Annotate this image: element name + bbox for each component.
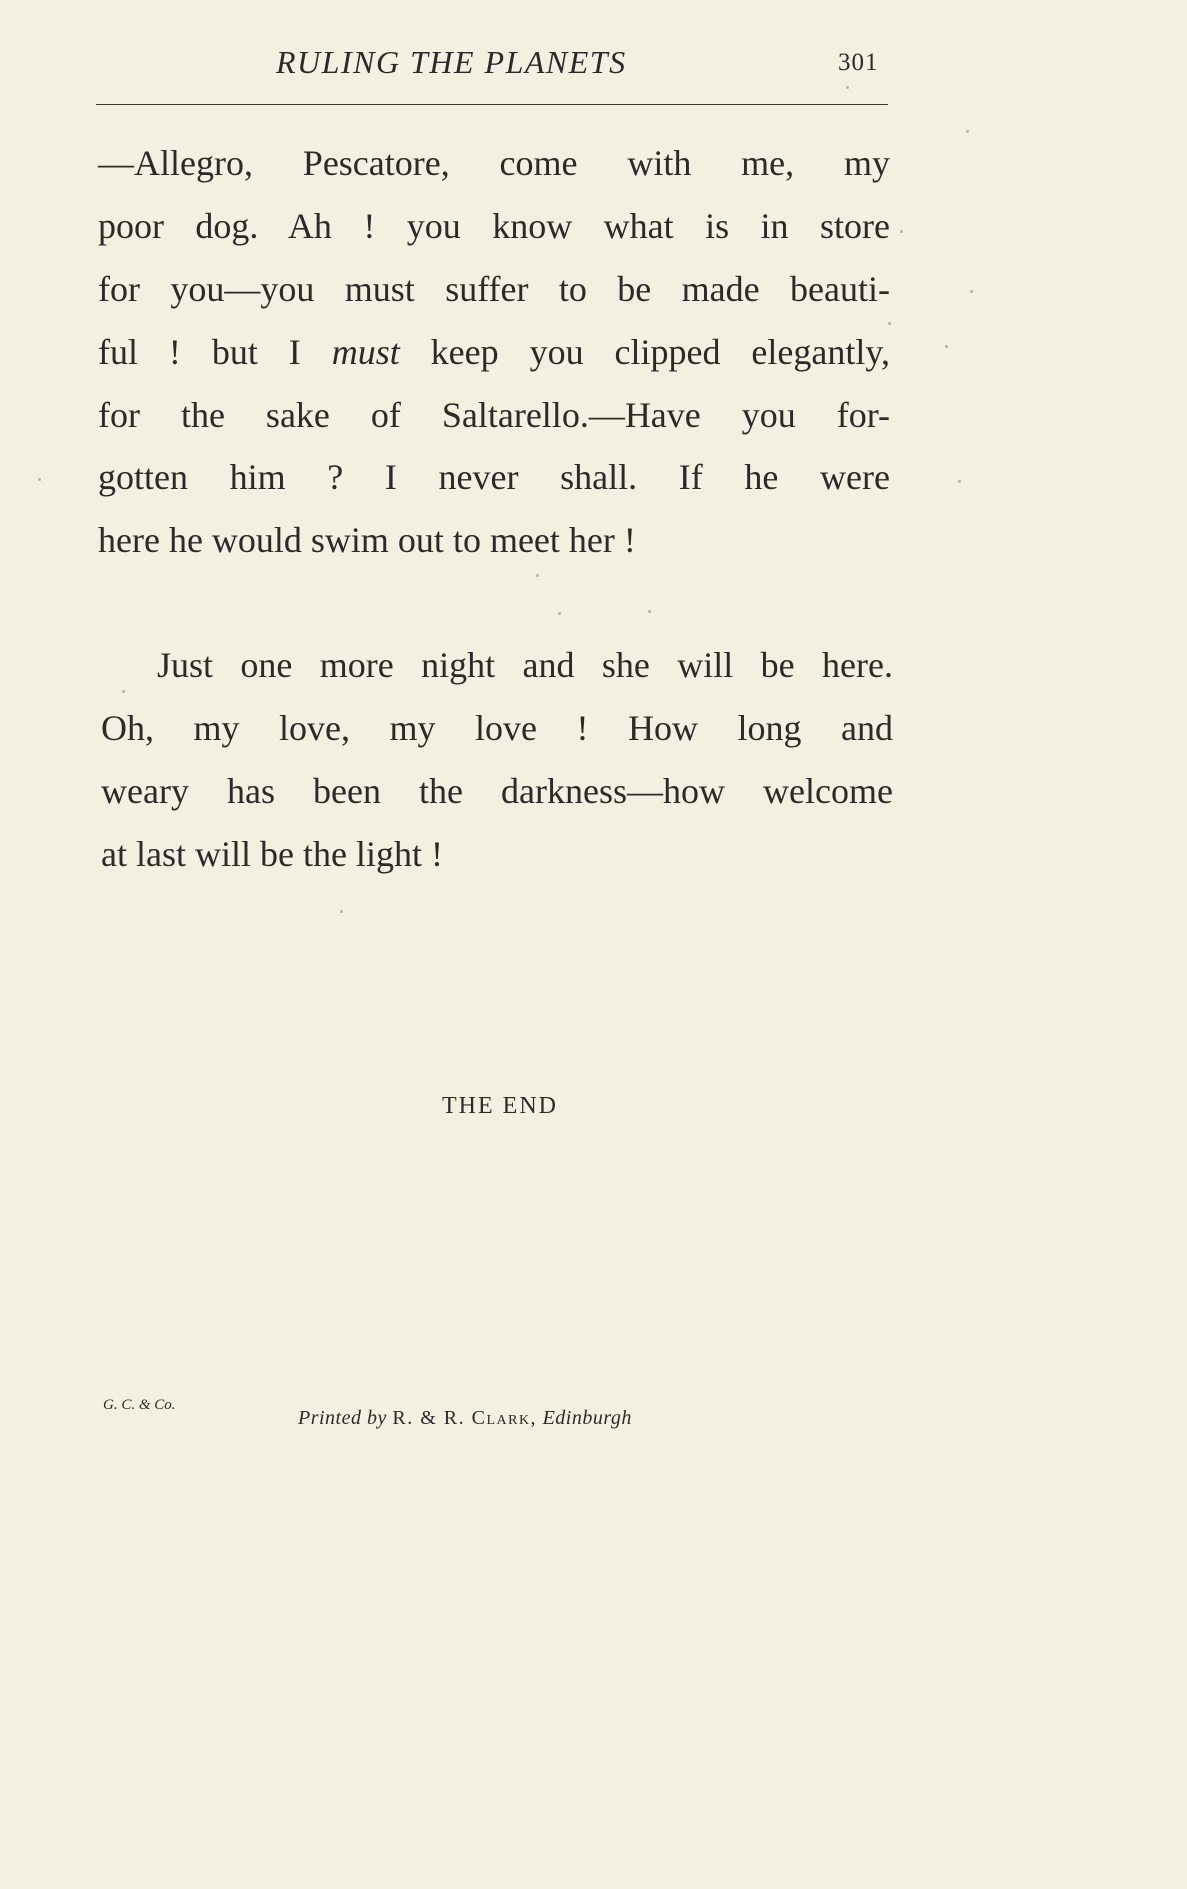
paper-speck xyxy=(38,478,41,481)
text-line: Just one more night and she will be here. xyxy=(157,645,893,685)
paper-speck xyxy=(648,610,651,613)
paper-speck xyxy=(945,345,948,348)
paper-speck xyxy=(958,480,961,483)
paper-speck xyxy=(340,910,343,913)
paper-speck xyxy=(846,86,849,89)
text-line: —Allegro, Pescatore, come with me, my xyxy=(98,143,890,183)
page-number: 301 xyxy=(838,49,879,76)
end-marker: THE END xyxy=(442,1093,558,1119)
paper-speck xyxy=(536,574,539,577)
text-line: poor dog. Ah ! you know what is in store xyxy=(98,206,890,246)
paper-speck xyxy=(888,322,891,325)
text-line xyxy=(98,327,890,377)
text-line: Oh, my love, my love ! How long and xyxy=(101,708,893,748)
text-line: for you—you must suffer to be made beauti- xyxy=(98,269,890,309)
text-line: weary has been the darkness—how welcome xyxy=(101,771,893,811)
text-line: at last will be the light ! xyxy=(101,834,443,874)
paper-speck xyxy=(966,130,969,133)
running-title: RULING THE PLANETS xyxy=(276,44,627,80)
printer-name: R. & R. Clark, xyxy=(392,1407,538,1429)
printer-imprint xyxy=(298,1408,632,1428)
publisher-mark: G. C. & Co. xyxy=(103,1397,176,1413)
text-segment: ful ! but I xyxy=(98,332,332,372)
paper-speck xyxy=(558,612,561,615)
emphasis-word: must xyxy=(331,332,400,372)
paper-speck xyxy=(122,690,125,693)
printed-by-label: Printed by xyxy=(298,1407,387,1429)
header-rule xyxy=(96,104,888,105)
text-line: gotten him ? I never shall. If he were xyxy=(98,457,890,497)
paper-speck xyxy=(970,290,973,293)
text-line: here he would swim out to meet her ! xyxy=(98,520,636,560)
paper-speck xyxy=(900,230,903,233)
text-line: for the sake of Saltarello.—Have you for- xyxy=(98,395,890,435)
printer-city: Edinburgh xyxy=(542,1407,632,1429)
text-segment: keep you clipped elegantly, xyxy=(399,332,890,372)
